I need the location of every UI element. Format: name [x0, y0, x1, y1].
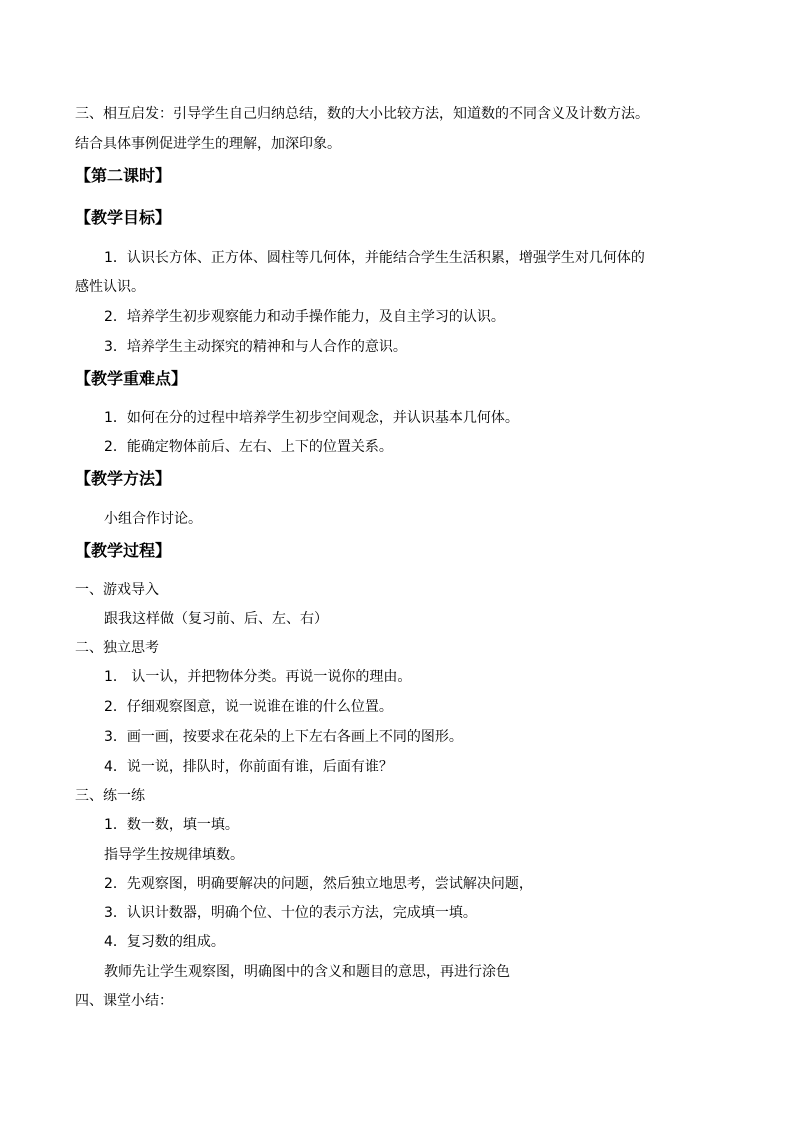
process-section-1-title: 一、游戏导入	[75, 582, 159, 598]
process-section-3-item-4: 4．复习数的组成。	[104, 934, 225, 950]
process-section-3-item-4-note: 教师先让学生观察图，明确图中的含义和题目的意思，再进行涂色	[104, 964, 510, 980]
process-heading: 【教学过程】	[75, 541, 172, 560]
key-points-heading: 【教学重难点】	[75, 369, 188, 388]
intro-line-1: 三、相互启发：引导学生自己归纳总结，数的大小比较方法，知道数的不同含义及计数方法。	[75, 106, 649, 122]
process-section-2-item-3: 3．画一画，按要求在花朵的上下左右各画上不同的图形。	[104, 729, 463, 745]
lesson-heading: 【第二课时】	[75, 166, 172, 185]
process-section-2-item-1: 1． 认一认，并把物体分类。再说一说你的理由。	[104, 669, 412, 685]
intro-line-2: 结合具体事例促进学生的理解，加深印象。	[75, 136, 341, 152]
key-point-1: 1．如何在分的过程中培养学生初步空间观念，并认识基本几何体。	[104, 410, 519, 426]
process-section-2-title: 二、独立思考	[75, 640, 159, 656]
objectives-heading: 【教学目标】	[75, 208, 172, 227]
method-heading: 【教学方法】	[75, 469, 172, 488]
key-point-2: 2．能确定物体前后、左右、上下的位置关系。	[104, 439, 393, 455]
process-section-2-item-4: 4．说一说，排队时，你前面有谁，后面有谁？	[104, 759, 393, 775]
objective-3: 3．培养学生主动探究的精神和与人合作的意识。	[104, 339, 407, 355]
process-section-3-item-1: 1．数一数，填一填。	[104, 817, 239, 833]
objective-2: 2．培养学生初步观察能力和动手操作能力，及自主学习的认识。	[104, 309, 505, 325]
objective-1-line-1: 1．认识长方体、正方体、圆柱等几何体，并能结合学生生活积累，增强学生对几何体的	[104, 250, 645, 266]
process-section-3-item-1-note: 指导学生按规律填数。	[104, 847, 244, 863]
method-text: 小组合作讨论。	[104, 511, 202, 527]
process-section-3-item-3: 3．认识计数器，明确个位、十位的表示方法，完成填一填。	[104, 905, 477, 921]
objective-1-line-2: 感性认识。	[75, 279, 145, 295]
process-section-2-item-2: 2．仔细观察图意，说一说谁在谁的什么位置。	[104, 699, 393, 715]
process-section-4-title: 四、课堂小结：	[75, 993, 173, 1009]
process-section-3-title: 三、练一练	[75, 788, 145, 804]
process-section-3-item-2: 2．先观察图，明确要解决的问题，然后独立地思考，尝试解决问题，	[104, 876, 533, 892]
process-section-1-text: 跟我这样做（复习前、后、左、右）	[104, 611, 328, 627]
